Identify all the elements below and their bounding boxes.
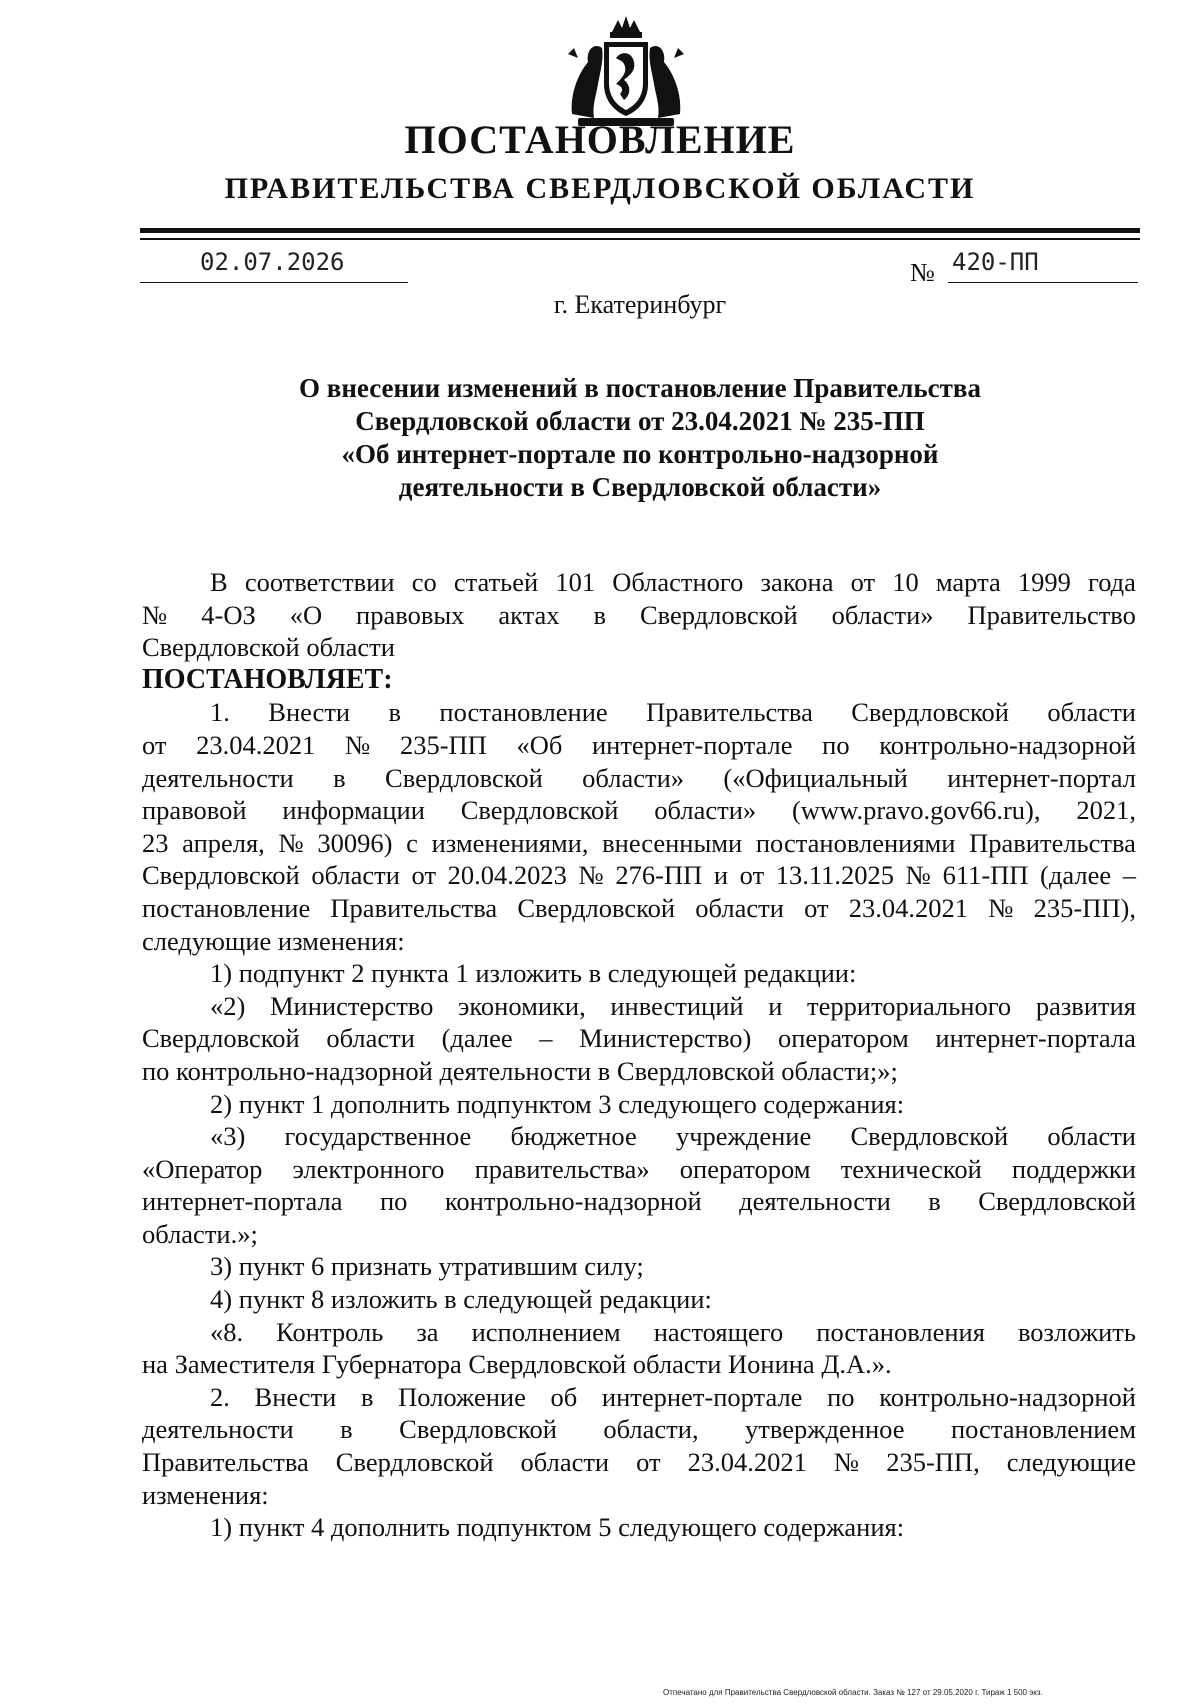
heading-line: Свердловской области от 23.04.2021 № 235-ПП xyxy=(355,406,925,436)
resolves-keyword: ПОСТАНОВЛЯЕТ: xyxy=(142,663,393,695)
body-line: 1. Внести в постановление Правительства Свердловской области xyxy=(210,697,1136,728)
body-line: 3) пункт 6 признать утратившим силу; xyxy=(210,1251,644,1282)
document-heading xyxy=(200,372,1080,504)
body-line: деятельности в Свердловской области, утвержденное постановлением xyxy=(142,1414,1136,1445)
body-line: деятельности в Свердловской области» («Официальный интернет-портал xyxy=(142,762,1136,793)
body-line: от 23.04.2021 № 235-ПП «Об интернет-портале по контрольно-надзорной xyxy=(142,729,1136,760)
document-number: 420-ПП xyxy=(952,248,1039,276)
issuing-authority: ПРАВИТЕЛЬСТВА СВЕРДЛОВСКОЙ ОБЛАСТИ xyxy=(224,172,976,205)
document-body xyxy=(142,566,1136,1544)
body-line: «8. Контроль за исполнением настоящего постановления возложить xyxy=(210,1316,1136,1347)
body-line: изменения: xyxy=(142,1479,269,1510)
body-line: на Заместителя Губернатора Свердловской области Ионина Д.А.». xyxy=(142,1349,892,1380)
coat-of-arms-icon xyxy=(564,14,688,130)
body-line: «Оператор электронного правительства» оператором технической поддержки xyxy=(142,1153,1136,1184)
body-line: области.»; xyxy=(142,1218,258,1249)
body-line: по контрольно-надзорной деятельности в Свердловской области;»; xyxy=(142,1055,898,1086)
heading-line: О внесении изменений в постановление Правительства xyxy=(299,373,981,403)
body-line: «2) Министерство экономики, инвестиций и территориального развития xyxy=(210,990,1136,1021)
date-field xyxy=(140,248,408,283)
header-divider-thin xyxy=(140,238,1140,240)
body-line: постановление Правительства Свердловской области от 23.04.2021 № 235-ПП), xyxy=(142,892,1136,923)
number-field xyxy=(948,248,1138,283)
city-line: г. Екатеринбург xyxy=(553,290,727,319)
number-label: № xyxy=(910,258,935,287)
body-line: Свердловской области xyxy=(142,632,395,663)
body-line: 4) пункт 8 изложить в следующей редакции: xyxy=(210,1284,712,1315)
body-line: «3) государственное бюджетное учреждение Свердловской области xyxy=(210,1121,1136,1152)
body-line: Правительства Свердловской области от 23.04.2021 № 235-ПП, следующие xyxy=(142,1447,1136,1478)
body-line: Свердловской области (далее – Министерство) оператором интернет-портала xyxy=(142,1023,1136,1054)
body-line: В соответствии со статьей 101 Областного закона от 10 марта 1999 года xyxy=(210,567,1136,597)
body-line: правовой информации Свердловской области» (www.pravo.gov66.ru), 2021, xyxy=(142,795,1136,826)
body-line: № 4-ОЗ «О правовых актах в Свердловской области» Правительство xyxy=(142,599,1136,630)
body-line: 2) пункт 1 дополнить подпунктом 3 следующего содержания: xyxy=(210,1088,905,1119)
body-line: 1) подпункт 2 пункта 1 изложить в следующей редакции: xyxy=(210,958,857,989)
body-line: следующие изменения: xyxy=(142,925,405,956)
print-footer: Отпечатано для Правительства Свердловской области. Заказ № 127 от 29.05.2020 г. Тираж 1 500 экз. xyxy=(663,1688,1043,1697)
body-line: 23 апреля, № 30096) с изменениями, внесенными постановлениями Правительства xyxy=(142,827,1136,858)
document-type-title: ПОСТАНОВЛЕНИЕ xyxy=(404,117,796,162)
body-line: интернет-портала по контрольно-надзорной деятельности в Свердловской xyxy=(142,1186,1136,1217)
body-line: 1) пункт 4 дополнить подпунктом 5 следующего содержания: xyxy=(210,1512,905,1543)
document-date: 02.07.2026 xyxy=(200,248,345,276)
heading-line: «Об интернет-портале по контрольно-надзорной xyxy=(341,439,939,469)
body-line: Свердловской области от 20.04.2023 № 276-ПП и от 13.11.2025 № 611-ПП (далее – xyxy=(142,860,1136,891)
heading-line: деятельности в Свердловской области» xyxy=(398,472,882,502)
body-line: 2. Внести в Положение об интернет-портале по контрольно-надзорной xyxy=(210,1381,1136,1412)
header-divider-thick xyxy=(140,228,1140,233)
